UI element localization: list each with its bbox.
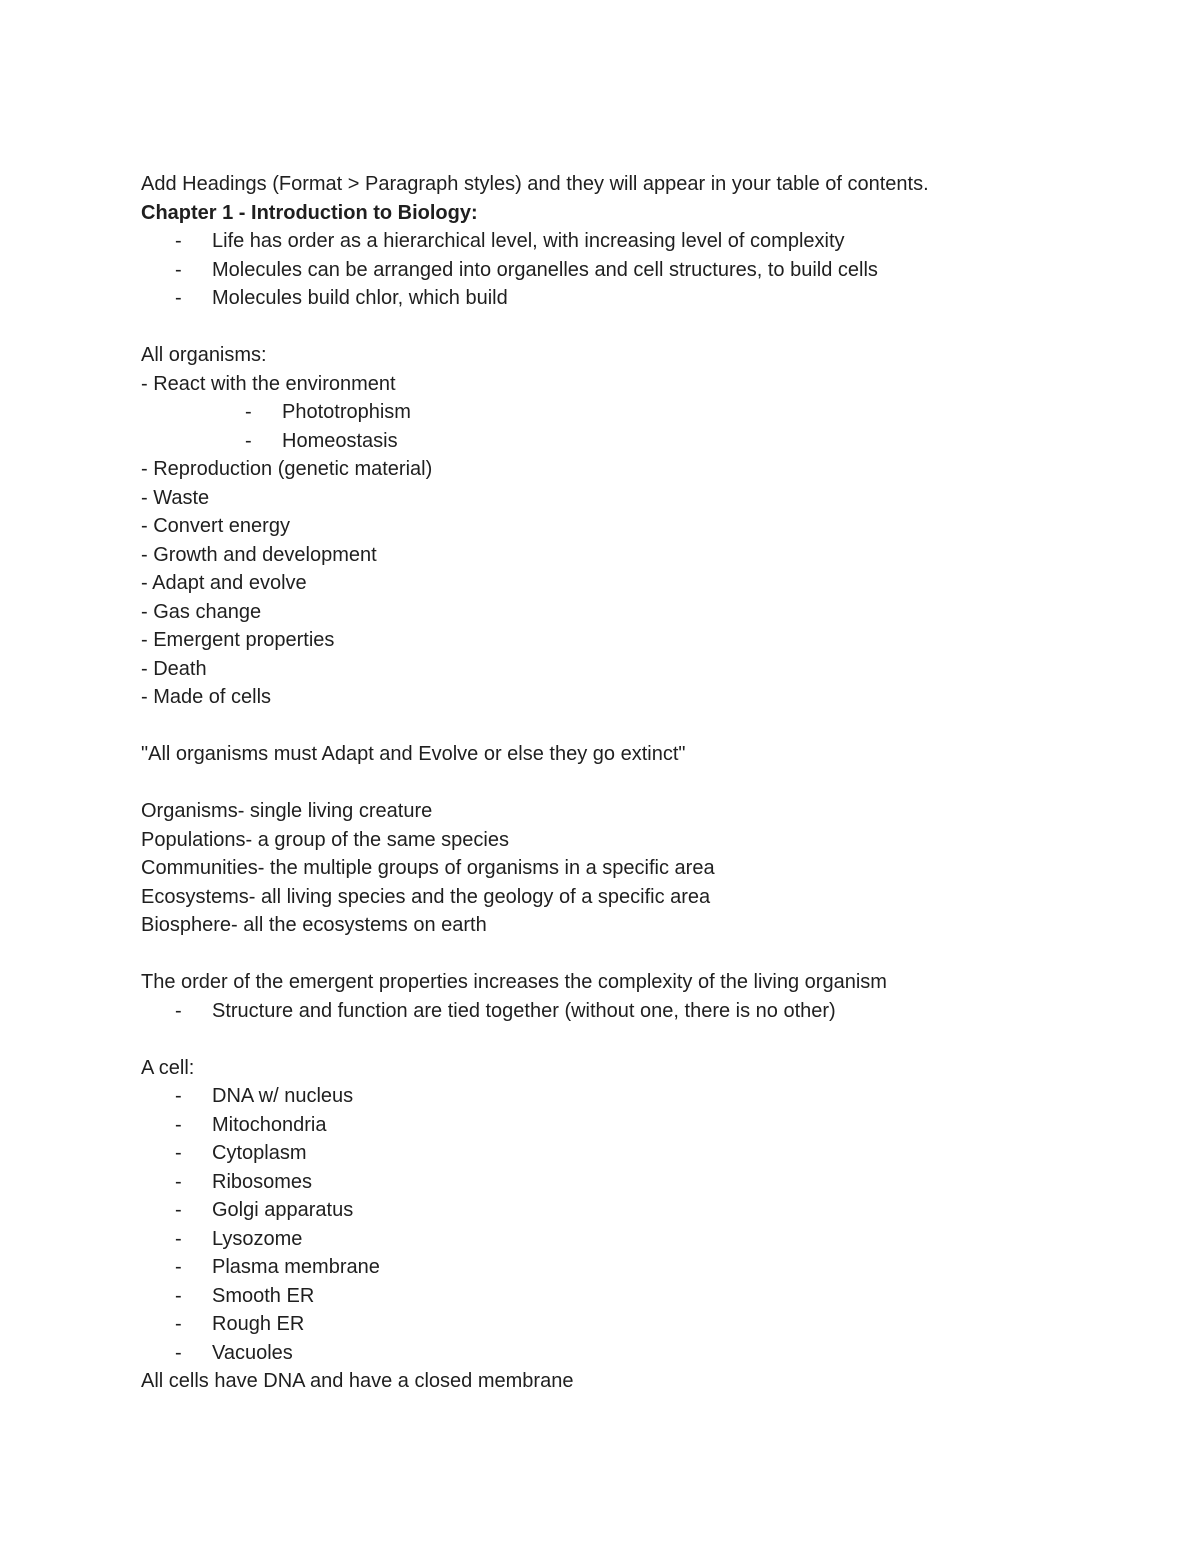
list-item <box>141 1168 1101 1197</box>
organism-trait: - Convert energy <box>141 515 290 537</box>
list-item <box>141 1196 1101 1225</box>
list-item-text: Rough ER <box>212 1313 305 1335</box>
bullet-dash: - <box>175 1341 182 1364</box>
list-item-text: Molecules build chlor, which build <box>212 287 508 309</box>
blank-line <box>141 940 1101 969</box>
bullet-dash: - <box>175 258 182 281</box>
organism-trait: - Waste <box>141 486 210 509</box>
closing-text: All cells have DNA and have a closed membrane <box>141 1370 574 1392</box>
blank-line <box>141 769 1101 798</box>
list-item-text: Golgi apparatus <box>212 1199 354 1221</box>
blank-line <box>141 1025 1101 1054</box>
list-item <box>141 1339 1101 1368</box>
list-item-text: Structure and function are tied together (without one, there is no other) <box>212 999 836 1022</box>
list-item-text: Phototrophism <box>282 401 411 423</box>
list-item-text: Smooth ER <box>212 1284 315 1307</box>
list-item-text: Ribosomes <box>212 1170 313 1193</box>
bullet-dash: - <box>175 230 182 252</box>
level-definition: Organisms- single living creature <box>141 800 433 822</box>
level-definition: Ecosystems- all living species and the geology of a specific area <box>141 885 711 908</box>
list-item-text: Molecules can be arranged into organelles and cell structures, to build cells <box>212 258 878 281</box>
emergent-text: The order of the emergent properties increases the complexity of the living organism <box>141 971 887 993</box>
cell-heading: A cell: <box>141 1056 195 1079</box>
chapter-heading: Chapter 1 - Introduction to Biology: <box>141 201 478 224</box>
bullet-dash: - <box>175 1313 182 1335</box>
list-item <box>141 227 1101 256</box>
list-item <box>141 1282 1101 1311</box>
bullet-dash: - <box>175 999 182 1022</box>
list-item <box>141 1082 1101 1111</box>
bullet-dash: - <box>245 429 252 452</box>
organisms-heading: All organisms: <box>141 344 267 366</box>
bullet-dash: - <box>175 1256 182 1278</box>
level-definition: Biosphere- all the ecosystems on earth <box>141 914 487 936</box>
bullet-dash: - <box>175 1113 182 1136</box>
blank-line <box>141 712 1101 741</box>
blank-line <box>141 313 1101 342</box>
organism-trait: - Growth and development <box>141 543 377 566</box>
level-definition: Populations- a group of the same species <box>141 828 509 851</box>
bullet-dash: - <box>175 1227 182 1250</box>
list-item <box>141 1310 1101 1339</box>
bullet-dash: - <box>175 1170 182 1193</box>
list-item-text: Plasma membrane <box>212 1256 380 1278</box>
organism-trait: - Gas change <box>141 600 262 623</box>
list-item <box>141 284 1101 313</box>
bullet-dash: - <box>175 287 182 309</box>
list-item-text: Lysozome <box>212 1227 303 1250</box>
intro-text: Add Headings (Format > Paragraph styles) and they will appear in your table of contents. <box>141 173 929 195</box>
bullet-dash: - <box>245 401 252 423</box>
list-item <box>141 427 1101 456</box>
organism-trait: - Emergent properties <box>141 629 335 651</box>
list-item <box>141 997 1101 1026</box>
list-item-text: Vacuoles <box>212 1341 293 1364</box>
list-item <box>141 256 1101 285</box>
bullet-dash: - <box>175 1142 182 1164</box>
organism-trait: - Made of cells <box>141 686 272 708</box>
list-item-text: Mitochondria <box>212 1113 327 1136</box>
list-item-text: Life has order as a hierarchical level, with increasing level of complexity <box>212 230 845 252</box>
list-item <box>141 398 1101 427</box>
organism-trait: - Adapt and evolve <box>141 572 307 594</box>
level-definition: Communities- the multiple groups of organisms in a specific area <box>141 857 715 879</box>
organism-trait: - Death <box>141 657 207 680</box>
bullet-dash: - <box>175 1284 182 1307</box>
quote-text: "All organisms must Adapt and Evolve or else they go extinct" <box>141 743 686 765</box>
list-item <box>141 1225 1101 1254</box>
organism-trait: - Reproduction (genetic material) <box>141 458 433 480</box>
list-item-text: Homeostasis <box>282 429 398 452</box>
organism-trait: - React with the environment <box>141 372 396 395</box>
list-item-text: DNA w/ nucleus <box>212 1085 354 1107</box>
list-item <box>141 1253 1101 1282</box>
bullet-dash: - <box>175 1085 182 1107</box>
document-page <box>141 170 1101 1396</box>
list-item <box>141 1111 1101 1140</box>
list-item-text: Cytoplasm <box>212 1142 307 1164</box>
list-item <box>141 1139 1101 1168</box>
bullet-dash: - <box>175 1199 182 1221</box>
